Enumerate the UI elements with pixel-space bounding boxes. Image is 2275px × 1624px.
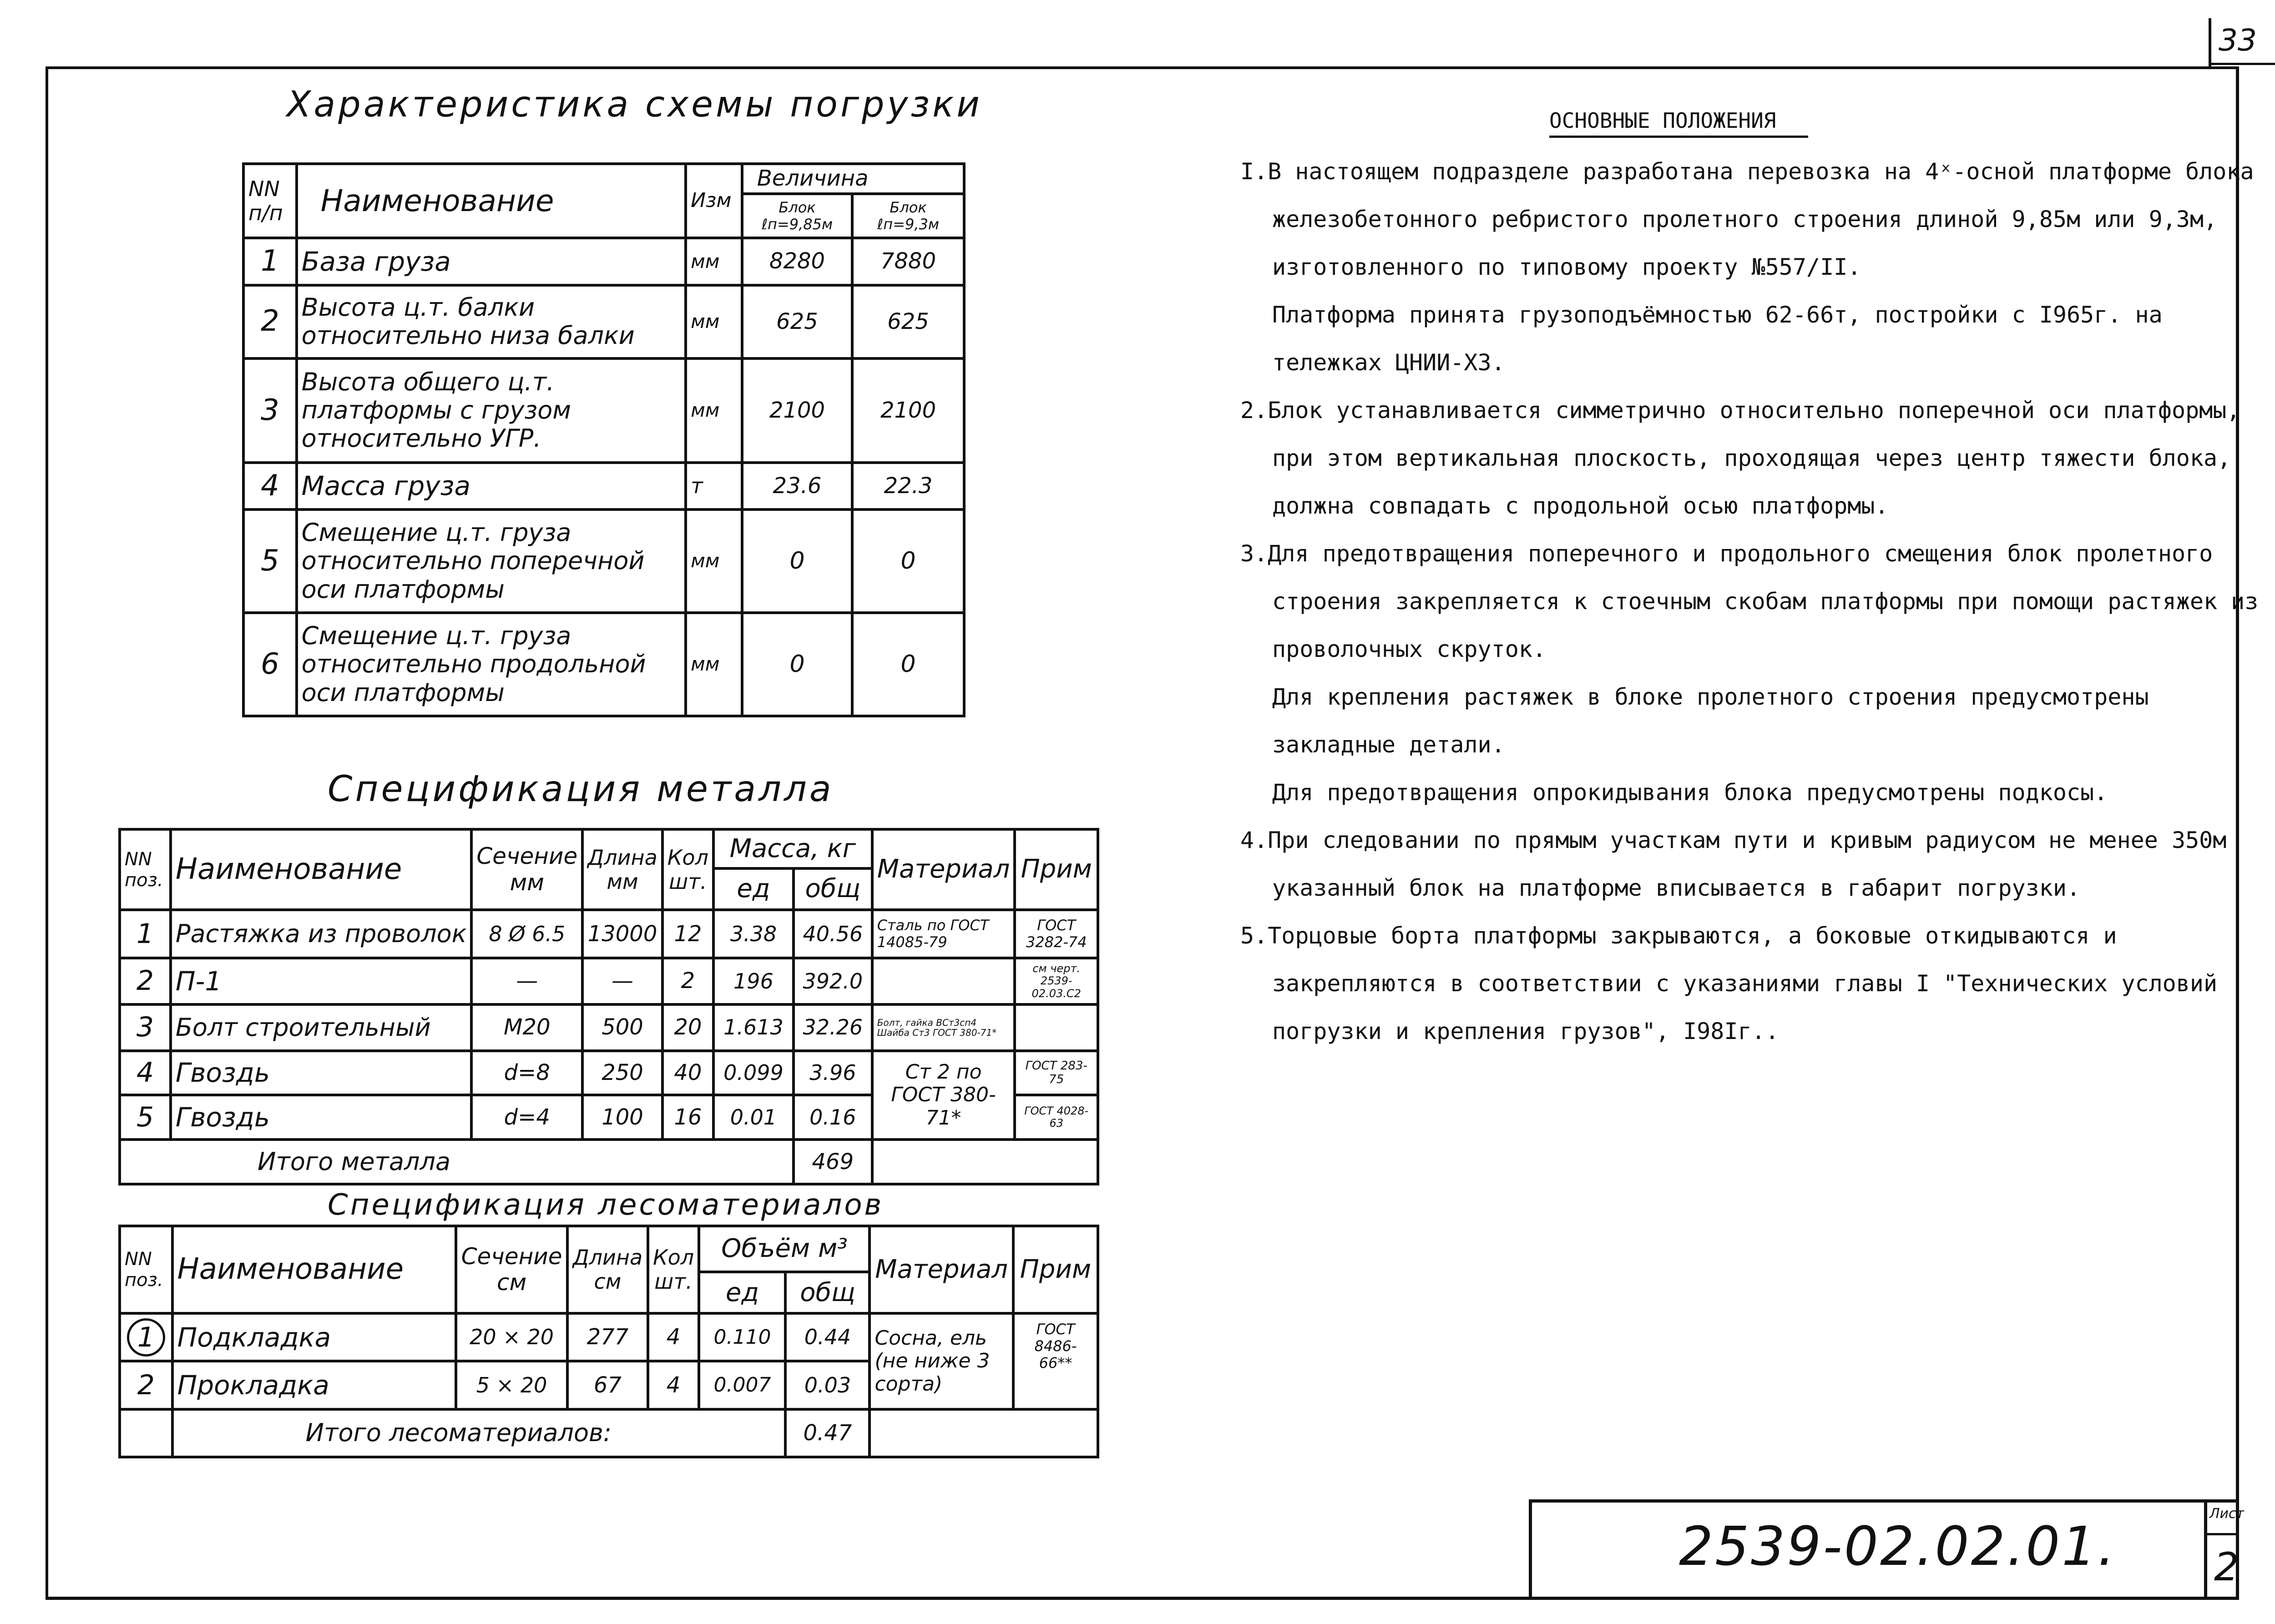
page-number-underline xyxy=(2211,63,2275,65)
header-total-volume: общ xyxy=(785,1272,870,1313)
table-row: 2 Высота ц.т. балки относительно низа балки мм 625 625 xyxy=(243,285,964,358)
metal-total-label: Итого металла xyxy=(120,1140,794,1184)
header-volume: Объём м³ xyxy=(699,1226,870,1272)
wood-title: Спецификация лесоматериалов xyxy=(328,1188,884,1222)
table-row: 1 Подкладка 20 × 20 277 4 0.110 0.44 Сосна, ель (не ниже 3 сорта) ГОСТ 8486-66** xyxy=(120,1313,1098,1361)
table-row: 1 База груза мм 8280 7880 xyxy=(243,238,964,285)
paragraph-4: 4.При следовании по прямым участкам пути и кривым радиусом не менее 350м указанный блок на платформе вписывается в габарит погрузки. xyxy=(1240,827,2227,901)
page-number-divider xyxy=(2209,18,2211,68)
header-block-93: Блок ℓп=9,3м xyxy=(852,194,964,238)
header-num: NN поз. xyxy=(120,829,171,910)
loading-title: Характеристика схемы погрузки xyxy=(287,84,982,125)
sheet-box-divider xyxy=(2207,1533,2239,1535)
loading-table xyxy=(242,162,966,717)
header-section: Сечение см xyxy=(456,1226,567,1313)
paragraph-1-cont: Платформа принята грузоподъёмностью 62-66т, постройки с I965г. на тележках ЦНИИ-ХЗ. xyxy=(1272,302,2163,376)
paragraph-3-cont-b: Для предотвращения опрокидывания блока предусмотрены подкосы. xyxy=(1272,779,2108,806)
header-num: NN п/п xyxy=(243,164,297,238)
frame-left-line xyxy=(46,66,48,1599)
paragraph-1: I.В настоящем подразделе разработана перевозка на 4ˣ-осной платформе блока железобетонного ребристого пролетного строения длиной 9,85м или 9,3м, изготовленного по типовому проекту №557/II. xyxy=(1240,158,2254,280)
header-material: Материал xyxy=(872,829,1015,910)
header-length: Длина мм xyxy=(582,829,662,910)
paragraph-5: 5.Торцовые борта платформы закрываются, а боковые откидываются и закрепляются в соответствии с указаниями главы I "Технических условий погрузки и крепления грузов", I98Iг.. xyxy=(1240,923,2218,1044)
sheet-number: 2 xyxy=(2214,1544,2239,1590)
wood-total-value: 0.47 xyxy=(785,1409,870,1457)
header-unit-mass: ед xyxy=(713,868,794,910)
header-block-985: Блок ℓп=9,85м xyxy=(742,194,852,238)
header-name: Наименование xyxy=(297,164,686,238)
header-qty: Кол шт. xyxy=(648,1226,699,1313)
header-name: Наименование xyxy=(171,829,471,910)
table-row: 5 Гвоздь d=4 100 16 0.01 0.16 ГОСТ 4028-63 xyxy=(120,1095,1098,1140)
table-row: 3 Высота общего ц.т. платформы с грузом относительно УГР. мм 2100 2100 xyxy=(243,358,964,463)
table-row: 3 Болт строительный М20 500 20 1.613 32.26 Болт, гайка ВСт3сп4 Шайба Ст3 ГОСТ 380-71* xyxy=(120,1004,1098,1051)
table-row: 2 П-1 — — 2 196 392.0 см черт. 2539-02.03.С2 xyxy=(120,958,1098,1004)
metal-table xyxy=(118,828,1099,1185)
page-number: 33 xyxy=(2219,23,2257,58)
header-material: Материал xyxy=(870,1226,1013,1313)
frame-top-line xyxy=(46,66,2239,69)
header-total-mass: общ xyxy=(794,868,872,910)
header-unit-volume: ед xyxy=(699,1272,785,1313)
table-row: 1 Растяжка из проволок 8 Ø 6.5 13000 12 3.38 40.56 Сталь по ГОСТ 14085-79 ГОСТ 3282-74 xyxy=(120,910,1098,958)
table-row: 4 Масса груза т 23.6 22.3 xyxy=(243,463,964,509)
table-row: 2 Прокладка 5 × 20 67 4 0.007 0.03 xyxy=(120,1361,1098,1409)
main-heading: ОСНОВНЫЕ ПОЛОЖЕНИЯ xyxy=(1549,108,1808,138)
header-unit: Изм xyxy=(686,164,742,238)
header-note: Прим xyxy=(1015,829,1098,910)
wood-total-label: Итого лесоматериалов: xyxy=(172,1409,786,1457)
header-qty: Кол шт. xyxy=(662,829,713,910)
paragraph-3: 3.Для предотвращения поперечного и продольного смещения блок пролетного строения закрепляется к стоечным скобам платформы при помощи растяжек из проволочных скруток. xyxy=(1240,540,2259,662)
header-length: Длина см xyxy=(567,1226,647,1313)
header-value: Величина xyxy=(742,164,964,194)
table-row: 6 Смещение ц.т. груза относительно продольной оси платформы мм 0 0 xyxy=(243,613,964,716)
circled-position-number: 1 xyxy=(127,1318,165,1357)
metal-title: Спецификация металла xyxy=(328,769,834,810)
table-row: 5 Смещение ц.т. груза относительно поперечной оси платформы мм 0 0 xyxy=(243,509,964,613)
paragraph-3-cont-a: Для крепления растяжек в блоке пролетного строения предусмотрены закладные детали. xyxy=(1272,684,2149,758)
frame-bottom-line xyxy=(46,1597,2239,1600)
header-name: Наименование xyxy=(172,1226,456,1313)
paragraph-2: 2.Блок устанавливается симметрично относительно поперечной оси платформы, при этом вертикальная плоскость, проходящая через центр тяжести блока, должна совпадать с продольной осью платформы. xyxy=(1240,397,2240,519)
table-row: 4 Гвоздь d=8 250 40 0.099 3.96 Ст 2 по ГОСТ 380-71* ГОСТ 283-75 xyxy=(120,1051,1098,1095)
header-num: NN поз. xyxy=(120,1226,172,1313)
wood-table xyxy=(118,1225,1099,1458)
main-text xyxy=(1240,148,2275,1055)
metal-total-value: 469 xyxy=(794,1140,872,1184)
document-code: 2539-02.02.01. xyxy=(1679,1515,2117,1578)
header-section: Сечение мм xyxy=(471,829,582,910)
sheet-label: Лист xyxy=(2209,1506,2245,1522)
header-note: Прим xyxy=(1013,1226,1098,1313)
header-mass: Масса, кг xyxy=(713,829,872,868)
